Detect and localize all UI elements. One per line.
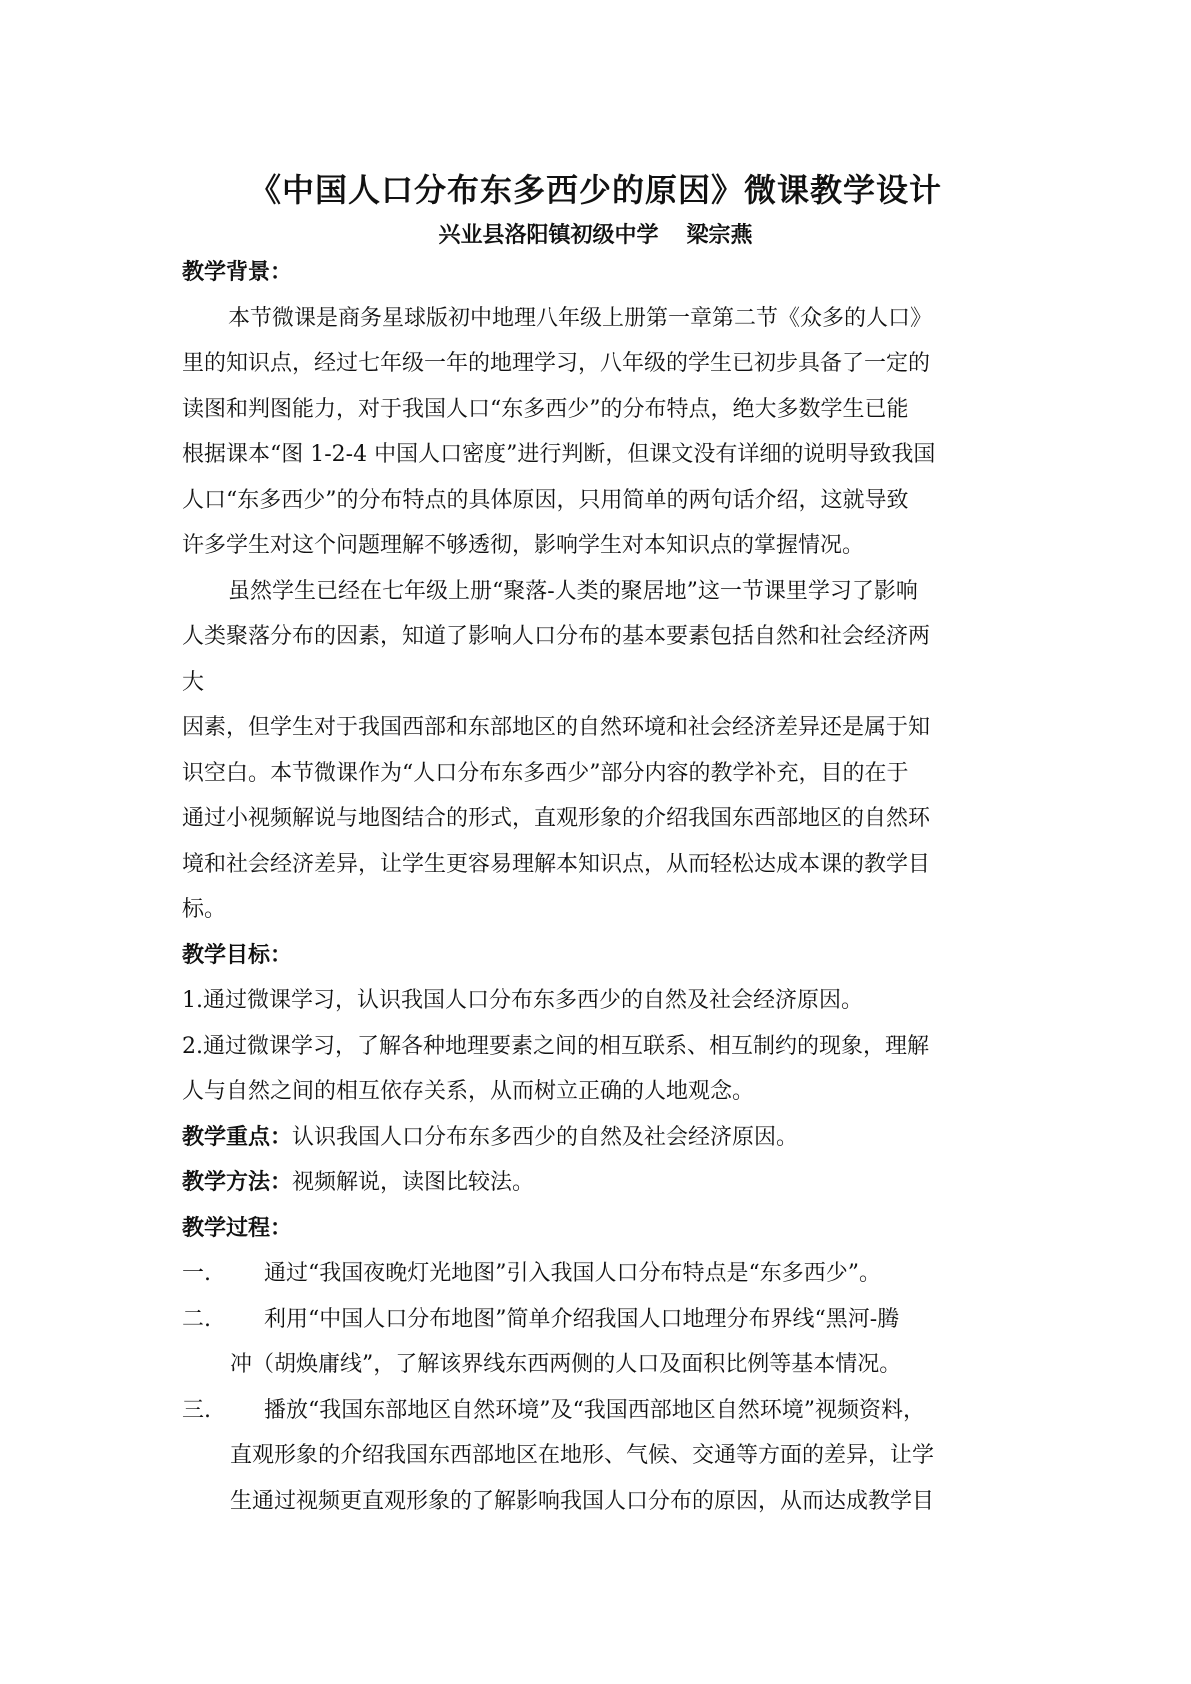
- step-text: 利用“中国人口分布地图”简单介绍我国人口地理分布界线“黑河-腾: [264, 1306, 900, 1332]
- school-name: 兴业县洛阳镇初级中学: [438, 222, 659, 248]
- paragraph-line: 标。: [182, 897, 227, 922]
- document-body: [182, 250, 1022, 1524]
- author-line: [0, 220, 1191, 250]
- paragraph-line: 通过小视频解说与地图结合的形式，直观形象的介绍我国东西部地区的自然环: [182, 806, 931, 831]
- paragraph-line: 识空白。本节微课作为“人口分布东多西少”部分内容的教学补充，目的在于: [182, 760, 909, 786]
- step-text-continued: 生通过视频更直观形象的了解影响我国人口分布的原因，从而达成教学目: [230, 1488, 935, 1514]
- step-text: 播放“我国东部地区自然环境”及“我国西部地区自然环境”视频资料，: [264, 1397, 925, 1423]
- key-point-line: [182, 1115, 1022, 1161]
- step-text: 通过“我国夜晚灯光地图”引入我国人口分布特点是“东多西少”。: [264, 1261, 881, 1286]
- step-text-continued: 直观形象的介绍我国东西部地区在地形、气候、交通等方面的差异，让学: [230, 1443, 935, 1468]
- method-text: 视频解说，读图比较法。: [292, 1170, 535, 1195]
- paragraph-line: 人类聚落分布的因素，知道了影响人口分布的基本要素包括自然和社会经济两: [182, 624, 931, 649]
- section-heading-process: 教学过程：: [182, 1214, 293, 1241]
- key-point-label: 教学重点：: [182, 1123, 293, 1150]
- goal-item: 2.通过微课学习，了解各种地理要素之间的相互联系、相互制约的现象，理解: [182, 1033, 929, 1059]
- goal-item-continued: 人与自然之间的相互依存关系，从而树立正确的人地观念。: [182, 1079, 755, 1104]
- paragraph-line: 人口“东多西少”的分布特点的具体原因，只用简单的两句话介绍，这就导致: [182, 487, 909, 513]
- process-step: [182, 1251, 1022, 1297]
- step-number: 二.: [182, 1306, 211, 1332]
- step-number: 一.: [182, 1261, 211, 1286]
- paragraph-line: 里的知识点，经过七年级一年的地理学习，八年级的学生已初步具备了一定的: [182, 351, 931, 376]
- process-step: [182, 1388, 1022, 1434]
- key-point-text: 认识我国人口分布东多西少的自然及社会经济原因。: [292, 1124, 799, 1150]
- section-heading-background: 教学背景：: [182, 259, 293, 285]
- paragraph-line: 许多学生对这个问题理解不够透彻，影响学生对本知识点的掌握情况。: [182, 533, 865, 558]
- paragraph-line: 根据课本“图 1-2-4 中国人口密度”进行判断，但课文没有详细的说明导致我国: [182, 442, 936, 467]
- paragraph-line: 虽然学生已经在七年级上册“聚落-人类的聚居地”这一节课里学习了影响: [228, 578, 918, 604]
- method-line: [182, 1160, 1022, 1206]
- author-name: 梁宗燕: [686, 222, 753, 248]
- method-label: 教学方法：: [182, 1169, 293, 1195]
- step-number: 三.: [182, 1397, 211, 1423]
- paragraph-line: 本节微课是商务星球版初中地理八年级上册第一章第二节《众多的人口》: [228, 305, 933, 331]
- paragraph-line: 境和社会经济差异，让学生更容易理解本知识点，从而轻松达成本课的教学目: [182, 851, 931, 877]
- paragraph-line: 因素，但学生对于我国西部和东部地区的自然环境和社会经济差异还是属于知: [182, 715, 931, 740]
- goal-item: 1.通过微课学习，认识我国人口分布东多西少的自然及社会经济原因。: [182, 988, 863, 1013]
- document-title: 《中国人口分布东多西少的原因》微课教学设计: [248, 171, 942, 209]
- paragraph-line: 读图和判图能力，对于我国人口“东多西少”的分布特点，绝大多数学生已能: [182, 396, 909, 422]
- process-step: [182, 1297, 1022, 1343]
- section-heading-goals: 教学目标：: [182, 941, 293, 968]
- step-text-continued: 冲（胡焕庸线”，了解该界线东西两侧的人口及面积比例等基本情况。: [230, 1352, 902, 1377]
- paragraph-line: 大: [182, 669, 205, 695]
